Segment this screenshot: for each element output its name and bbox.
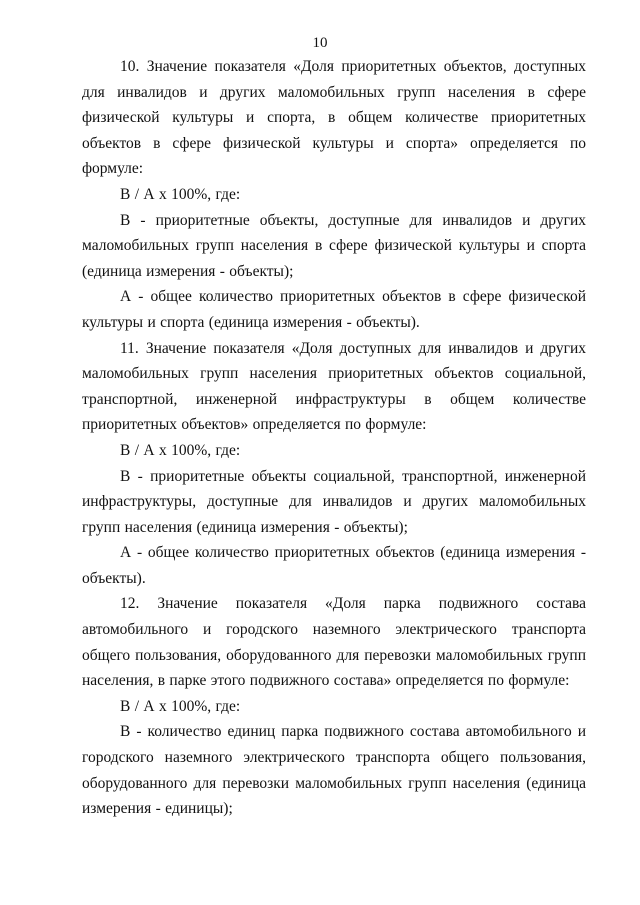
definition-b-indicator-11: В - приоритетные объекты социальной, транспортной, инженерной инфраструктуры, доступные для инвалидов и других маломобильных групп населения (единица измерения - объекты);: [82, 467, 586, 536]
page-number: 10: [312, 35, 328, 51]
definition-a-indicator-10: А - общее количество приоритетных объектов в сфере физической культуры и спорта (единица измерения - объекты).: [82, 288, 586, 331]
definition-b-indicator-10: В - приоритетные объекты, доступные для инвалидов и других маломобильных групп населения в сфере физической культуры и спорта (единица измерения - объекты);: [82, 211, 586, 280]
document-body: [82, 54, 586, 822]
formula-indicator-11: В / А х 100%, где:: [120, 441, 241, 459]
paragraph-indicator-12: 12. Значение показателя «Доля парка подвижного состава автомобильного и городского наземного электрического транспорта общего пользования, оборудованного для перевозки маломобильных групп населения, в парке этого подвижного состава» определяется по формуле:: [82, 595, 586, 690]
paragraph-indicator-11: 11. Значение показателя «Доля доступных для инвалидов и других маломобильных групп населения приоритетных объектов социальной, транспортной, инженерной инфраструктуры в общем количестве приоритетных объектов» определяется по формуле:: [82, 339, 586, 434]
definition-b-indicator-12: В - количество единиц парка подвижного состава автомобильного и городского наземного электрического транспорта общего пользования, оборудованного для перевозки маломобильных групп населения (единица измерения - единицы);: [82, 723, 586, 818]
paragraph-indicator-10: 10. Значение показателя «Доля приоритетных объектов, доступных для инвалидов и других маломобильных групп населения в сфере физической культуры и спорта, в общем количестве приоритетных объектов в сфере физической культуры и спорта» определяется по формуле:: [82, 58, 586, 178]
definition-a-indicator-11: А - общее количество приоритетных объектов (единица измерения - объекты).: [82, 544, 586, 587]
formula-indicator-12: В / А х 100%, где:: [120, 697, 241, 715]
formula-indicator-10: В / А х 100%, где:: [120, 185, 241, 203]
